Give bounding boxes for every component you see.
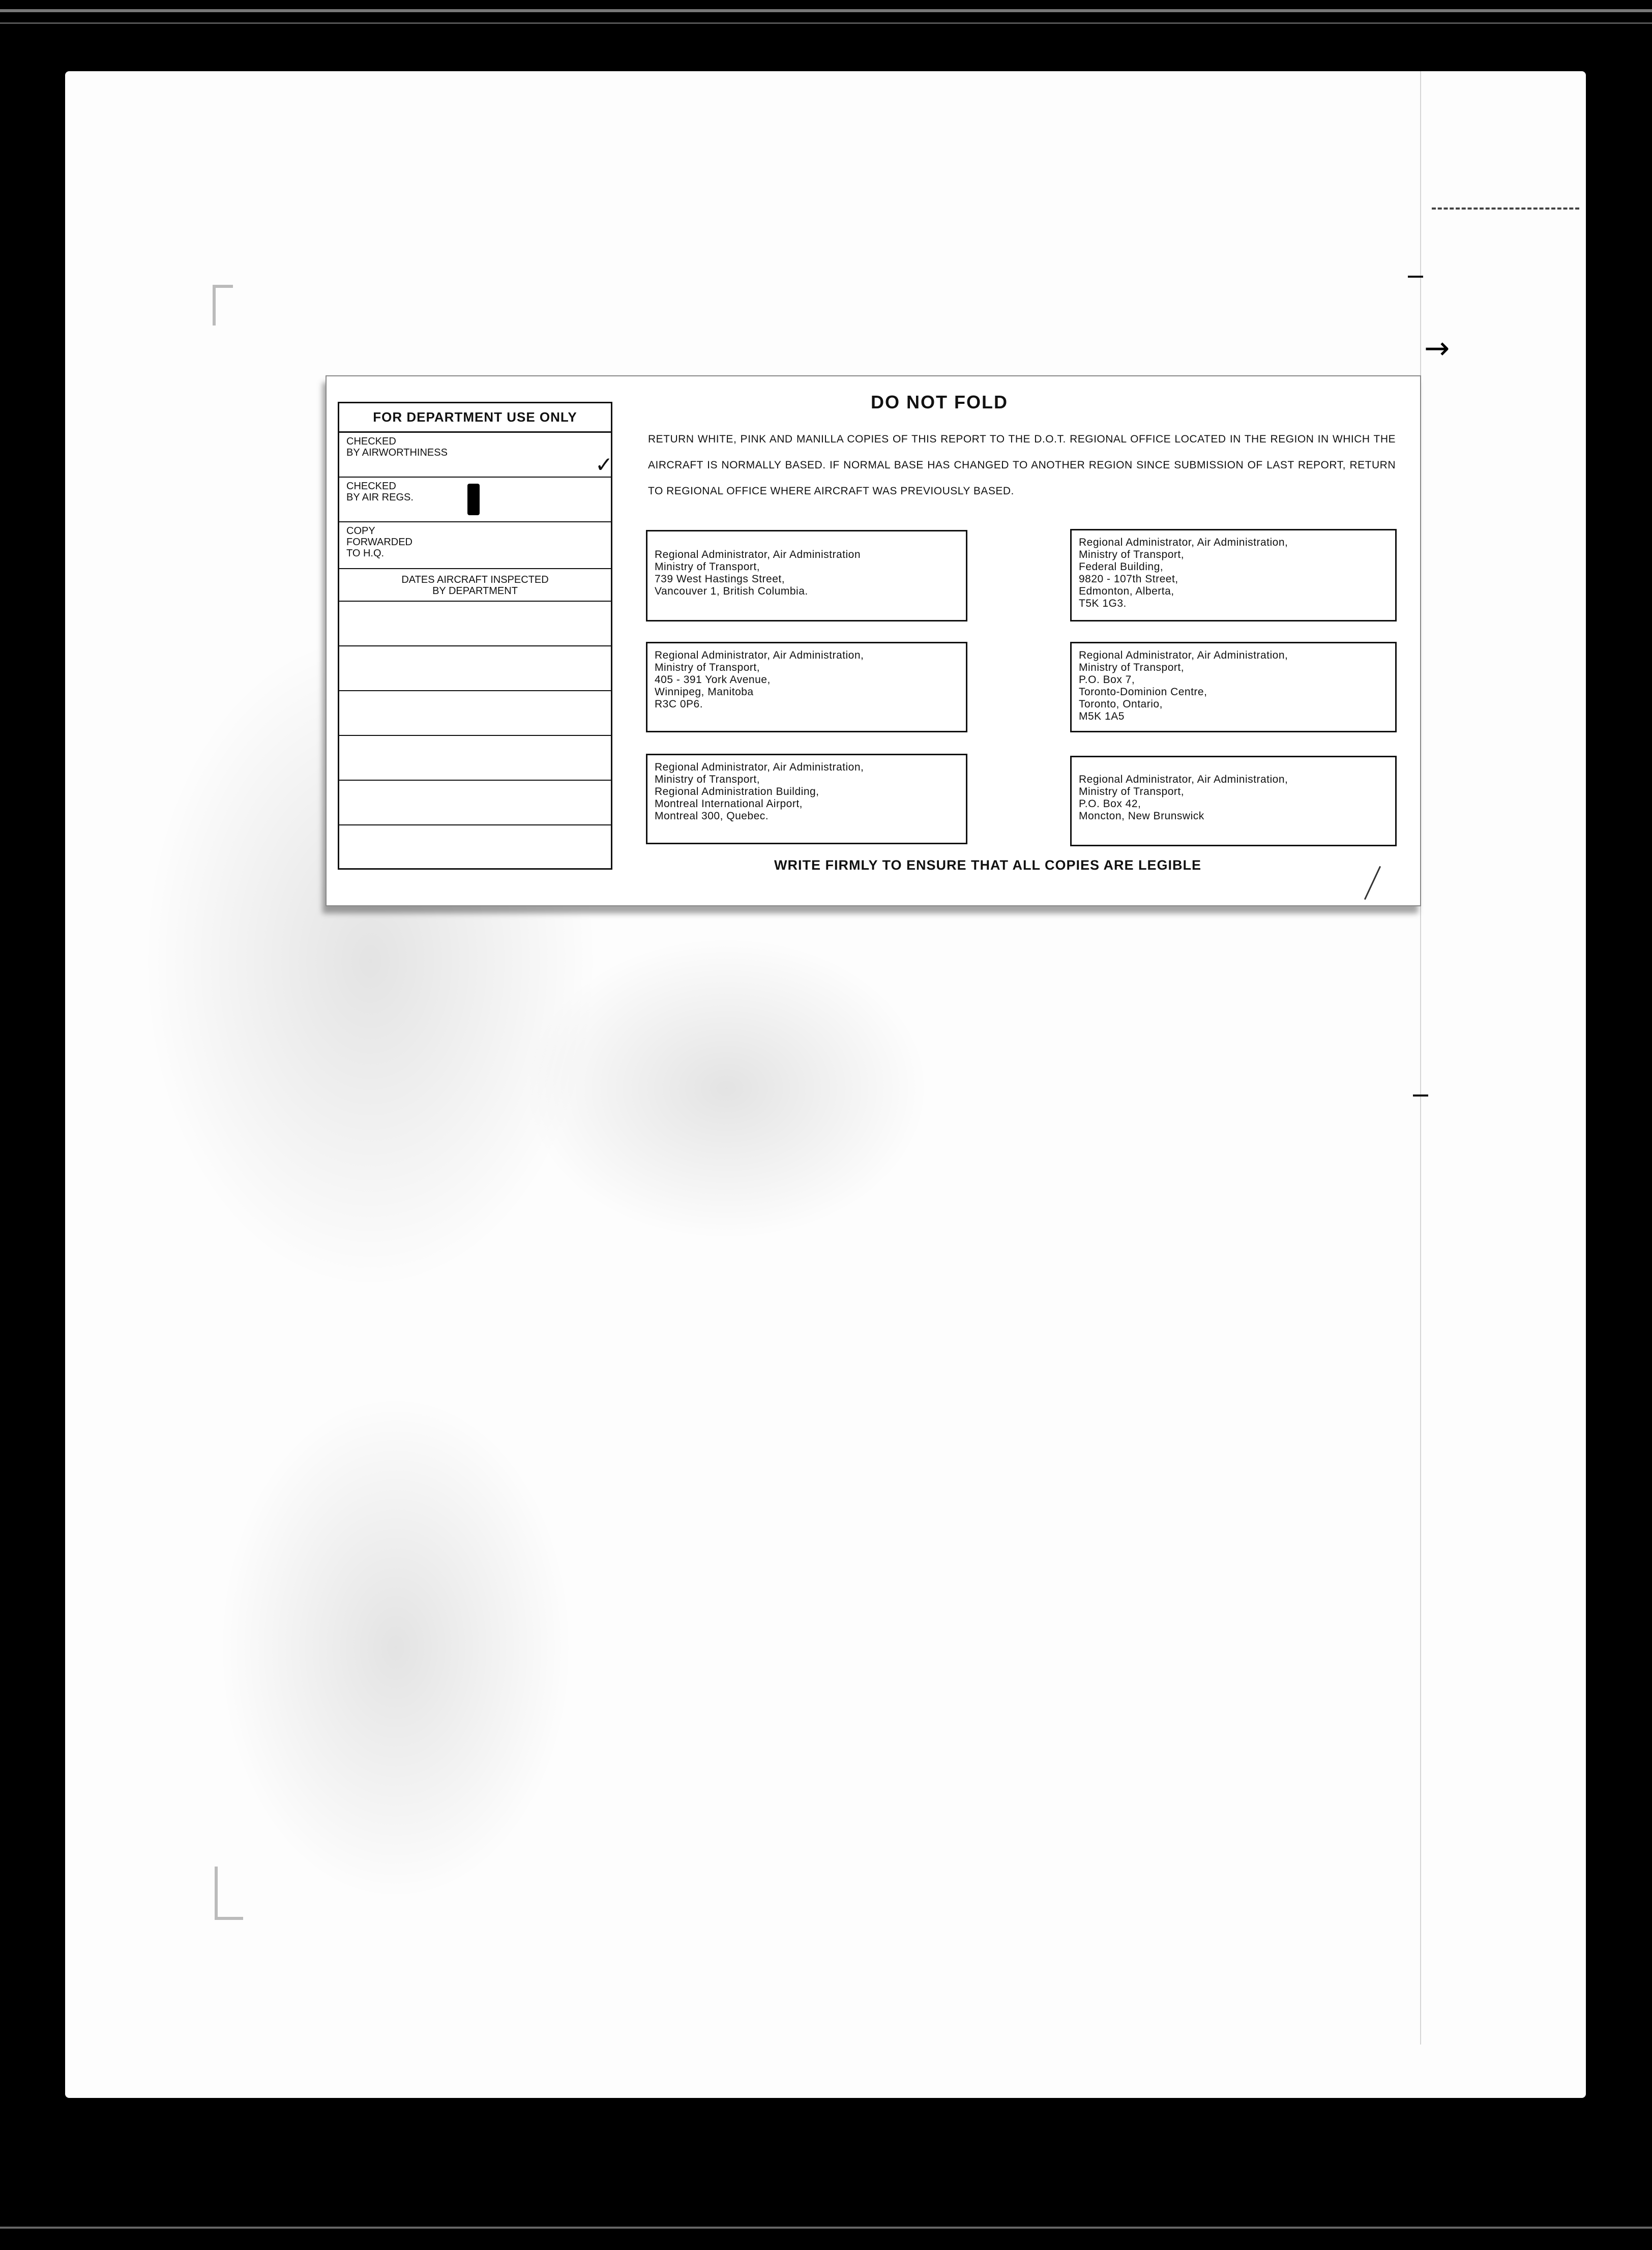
toner-smudge <box>218 1394 574 1902</box>
ink-stamp-mark <box>467 484 480 515</box>
address-line: Ministry of Transport, <box>1079 662 1185 673</box>
address-line: Regional Administrator, Air Administration, <box>1079 537 1288 548</box>
address-line: Toronto-Dominion Centre, <box>1079 686 1207 698</box>
do-not-fold-title: DO NOT FOLD <box>871 392 1008 412</box>
row-label-line: BY AIRWORTHINESS <box>346 447 448 458</box>
address-line: Regional Administrator, Air Administration, <box>655 761 864 773</box>
crop-mark-bottom-left <box>215 1867 218 1920</box>
inspection-date-entry[interactable] <box>339 736 611 781</box>
row-label-line: BY AIR REGS. <box>346 492 414 503</box>
address-line: Regional Administrator, Air Administration, <box>655 649 864 661</box>
address-line: Ministry of Transport, <box>655 662 760 673</box>
pencil-stroke <box>1364 866 1381 900</box>
checked-air-regs-row <box>339 478 611 522</box>
address-line: Federal Building, <box>1079 561 1164 573</box>
crop-mark-top-left <box>213 285 216 325</box>
address-line: Winnipeg, Manitoba <box>655 686 754 698</box>
dates-label-line: DATES AIRCRAFT INSPECTED <box>401 574 549 585</box>
address-box-vancouver <box>646 530 967 621</box>
inspection-date-entry[interactable] <box>339 646 611 691</box>
row-label-line: COPY <box>346 525 375 537</box>
address-box-montreal <box>646 754 967 844</box>
crop-mark-bottom-left <box>215 1917 243 1920</box>
address-line: Montreal 300, Quebec. <box>655 810 769 822</box>
dates-inspected-header <box>339 569 611 602</box>
address-line: Regional Administrator, Air Administration, <box>1079 774 1288 785</box>
row-label-line: FORWARDED <box>346 537 412 548</box>
address-line: Vancouver 1, British Columbia. <box>655 585 808 597</box>
address-line: Ministry of Transport, <box>655 561 760 573</box>
dashed-margin-line <box>1432 208 1579 210</box>
toner-smudge <box>523 936 930 1241</box>
checked-airworthiness-row <box>339 433 611 478</box>
address-box-moncton <box>1070 756 1397 846</box>
department-use-box <box>338 402 612 870</box>
address-box-edmonton <box>1070 529 1397 621</box>
fold-line <box>1420 71 1421 2045</box>
arrow-icon: → <box>1424 331 1450 366</box>
write-firmly-footer: WRITE FIRMLY TO ENSURE THAT ALL COPIES ARE LEGIBLE <box>774 857 1202 873</box>
edge-tick <box>1408 276 1423 278</box>
return-instructions-card <box>326 375 1421 906</box>
address-line: Ministry of Transport, <box>1079 786 1185 797</box>
address-line: 9820 - 107th Street, <box>1079 573 1178 585</box>
address-line: P.O. Box 7, <box>1079 674 1135 686</box>
address-line: Ministry of Transport, <box>655 774 760 785</box>
department-use-header: FOR DEPARTMENT USE ONLY <box>339 403 611 433</box>
edge-tick <box>1413 1094 1428 1097</box>
row-label-line: CHECKED <box>346 436 396 447</box>
address-line: R3C 0P6. <box>655 698 703 710</box>
scan-border-bottom <box>0 2227 1652 2229</box>
row-label-line: TO H.Q. <box>346 548 385 559</box>
address-line: Edmonton, Alberta, <box>1079 585 1174 597</box>
address-box-toronto <box>1070 642 1397 732</box>
inspection-date-entry[interactable] <box>339 691 611 736</box>
inspection-date-entry[interactable] <box>339 781 611 825</box>
address-line: Ministry of Transport, <box>1079 549 1185 560</box>
address-line: Toronto, Ontario, <box>1079 698 1163 710</box>
dates-label-line: BY DEPARTMENT <box>432 585 518 597</box>
scan-border-top-inner <box>0 22 1652 24</box>
crop-mark-top-left <box>213 285 233 288</box>
address-line: T5K 1G3. <box>1079 598 1127 609</box>
handwritten-check-mark: ✓ <box>595 452 613 477</box>
inspection-date-entry[interactable] <box>339 825 611 870</box>
address-line: Moncton, New Brunswick <box>1079 810 1204 822</box>
address-line: Montreal International Airport, <box>655 798 803 810</box>
copy-forwarded-row <box>339 522 611 569</box>
scan-border-top <box>0 9 1652 12</box>
address-line: P.O. Box 42, <box>1079 798 1141 810</box>
address-line: Regional Administration Building, <box>655 786 819 797</box>
address-line: M5K 1A5 <box>1079 710 1125 722</box>
address-line: 405 - 391 York Avenue, <box>655 674 771 686</box>
return-instructions-text: RETURN WHITE, PINK AND MANILLA COPIES OF THIS REPORT TO THE D.O.T. REGIONAL OFFICE LOCATED IN THE REGION IN WHICH THE AIRCRAFT IS NORMALLY BASED. IF NORMAL BASE HAS CHANGED TO ANOTHER REGION SINCE SUBMISSION OF LAST REPORT, RETURN TO REGIONAL OFFICE WHERE AIRCRAFT WAS PREVIOUSLY BASED. <box>648 433 1396 497</box>
address-line: 739 West Hastings Street, <box>655 573 785 585</box>
inspection-date-entry[interactable] <box>339 602 611 646</box>
row-label-line: CHECKED <box>346 481 396 492</box>
address-line: Regional Administrator, Air Administration, <box>1079 649 1288 661</box>
address-box-winnipeg <box>646 642 967 732</box>
address-line: Regional Administrator, Air Administration <box>655 549 861 560</box>
